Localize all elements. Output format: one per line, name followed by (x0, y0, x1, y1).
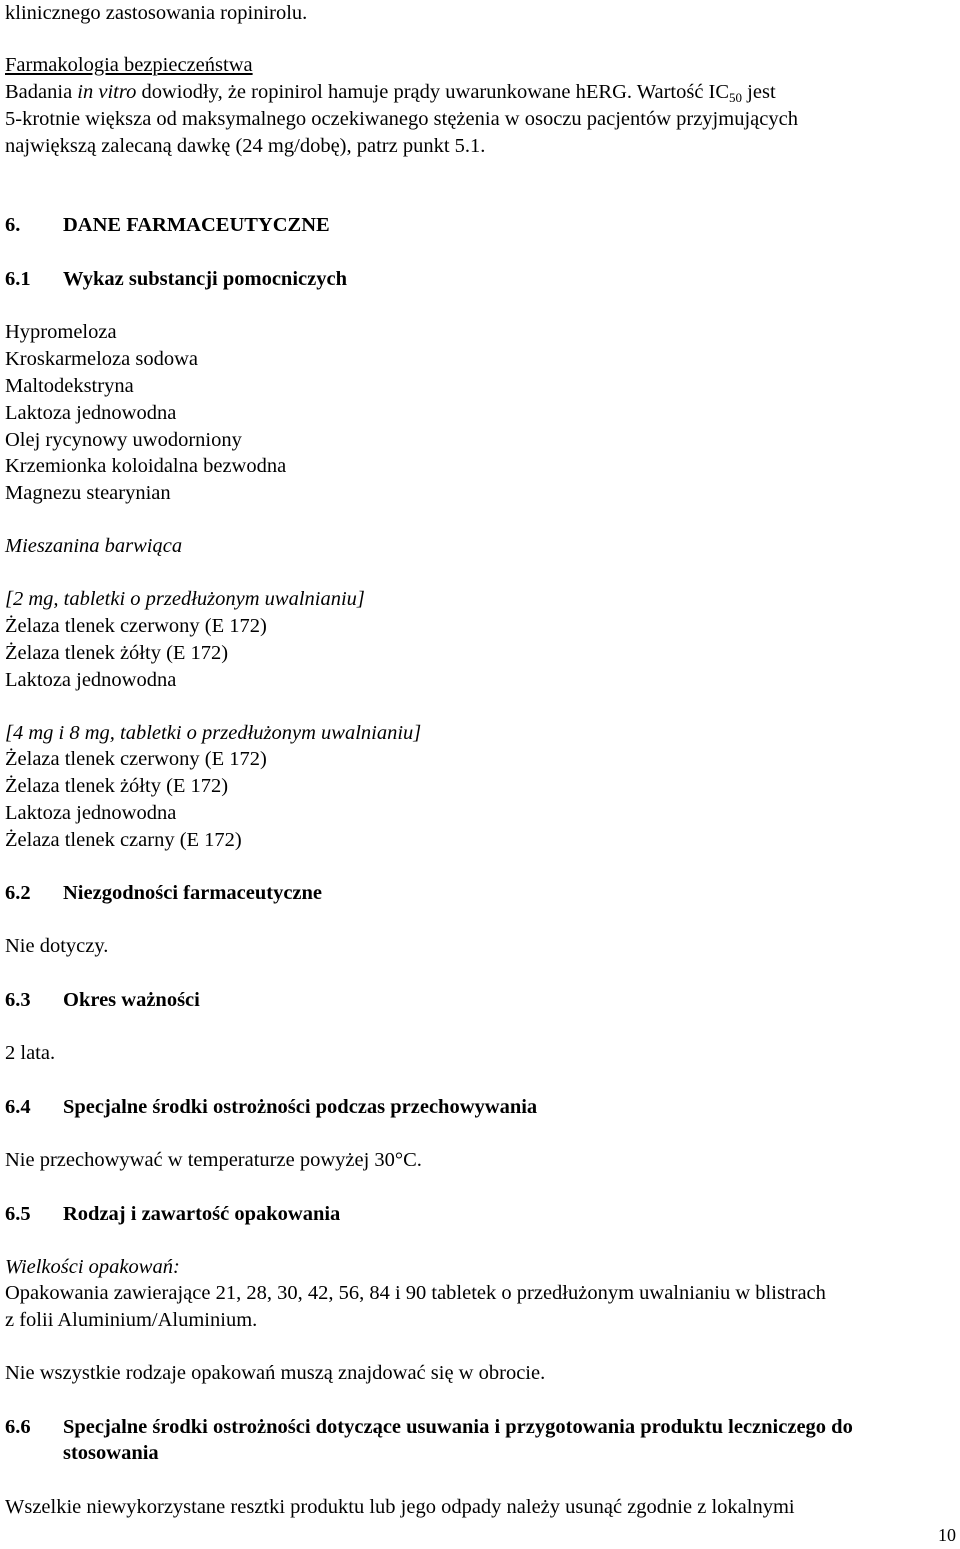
top-fragment: klinicznego zastosowania ropinirolu. (5, 2, 308, 24)
safety-paragraph-line-2: 5-krotnie większa od maksymalnego oczekiwanego stężenia w osoczu pacjentów przyjmujących (5, 108, 798, 130)
package-sizes-text-line-2: z folii Aluminium/Aluminium. (5, 1309, 258, 1331)
group-2-item: Laktoza jednowodna (5, 802, 177, 824)
section-6-4-text: Nie przechowywać w temperaturze powyżej 30°C. (5, 1149, 422, 1171)
section-6-2-heading: 6.2 Niezgodności farmaceutyczne (5, 882, 323, 904)
page-number: 10 (938, 1525, 956, 1545)
package-sizes-label: Wielkości opakowań: (5, 1256, 180, 1278)
excipient-item: Magnezu stearynian (5, 482, 171, 504)
safety-heading: Farmakologia bezpieczeństwa (5, 54, 253, 76)
section-6-4-heading: 6.4 Specjalne środki ostrożności podczas przechowywania (5, 1096, 538, 1118)
excipient-item: Maltodekstryna (5, 375, 134, 397)
section-6-3-heading: 6.3 Okres ważności (5, 989, 200, 1011)
section-6-2-text: Nie dotyczy. (5, 935, 109, 957)
excipient-item: Kroskarmeloza sodowa (5, 348, 198, 370)
group-1-item: Laktoza jednowodna (5, 669, 177, 691)
group-2-label: [4 mg i 8 mg, tabletki o przedłużonym uwalnianiu] (5, 722, 422, 744)
section-6-heading: 6. DANE FARMACEUTYCZNE (5, 214, 330, 236)
safety-paragraph-line-1: Badania in vitro dowiodły, że ropinirol hamuje prądy uwarunkowane hERG. Wartość IC50 jest (5, 81, 776, 105)
excipient-item: Hypromeloza (5, 321, 117, 343)
safety-paragraph-line-3: największą zalecaną dawkę (24 mg/dobę), patrz punkt 5.1. (5, 135, 486, 157)
section-6-6-text: Wszelkie niewykorzystane resztki produktu lub jego odpady należy usunąć zgodnie z lokalnymi (5, 1496, 795, 1518)
excipient-item: Laktoza jednowodna (5, 402, 177, 424)
section-6-6-heading-line-2: stosowania (63, 1442, 159, 1464)
excipient-item: Olej rycynowy uwodorniony (5, 429, 242, 451)
package-availability-note: Nie wszystkie rodzaje opakowań muszą znajdować się w obrocie. (5, 1362, 546, 1384)
excipient-item: Krzemionka koloidalna bezwodna (5, 455, 287, 477)
section-6-3-text: 2 lata. (5, 1042, 56, 1064)
section-6-6-heading: 6.6 Specjalne środki ostrożności dotyczące usuwania i przygotowania produktu leczniczego do (5, 1416, 853, 1438)
coating-label: Mieszanina barwiąca (5, 535, 183, 557)
group-2-item: Żelaza tlenek czarny (E 172) (5, 829, 242, 851)
group-1-item: Żelaza tlenek czerwony (E 172) (5, 615, 267, 637)
package-sizes-text-line-1: Opakowania zawierające 21, 28, 30, 42, 56, 84 i 90 tabletek o przedłużonym uwalnianiu w blistrach (5, 1282, 826, 1304)
group-2-item: Żelaza tlenek czerwony (E 172) (5, 748, 267, 770)
group-2-item: Żelaza tlenek żółty (E 172) (5, 775, 229, 797)
section-6-1-heading: 6.1 Wykaz substancji pomocniczych (5, 268, 347, 290)
group-1-item: Żelaza tlenek żółty (E 172) (5, 642, 229, 664)
section-6-5-heading: 6.5 Rodzaj i zawartość opakowania (5, 1203, 341, 1225)
group-1-label: [2 mg, tabletki o przedłużonym uwalnianiu] (5, 588, 365, 610)
